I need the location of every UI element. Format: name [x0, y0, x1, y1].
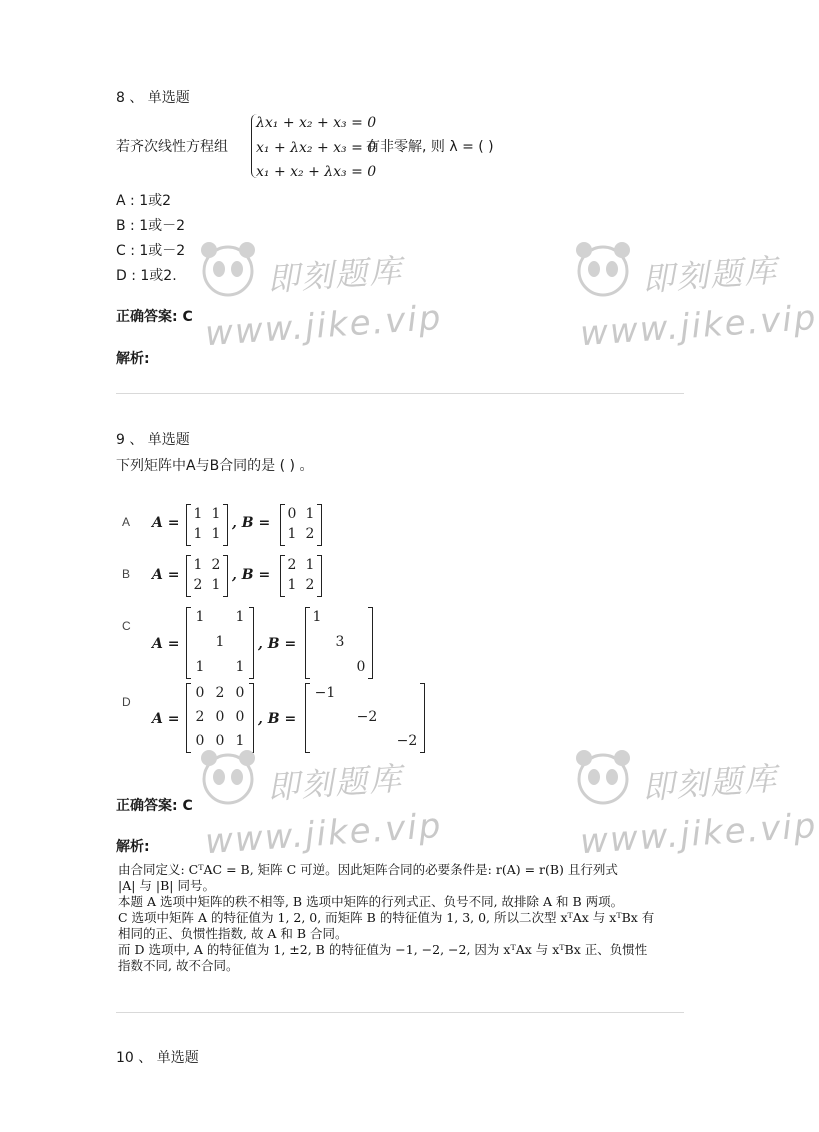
explanation-line: C 选项中矩阵 A 的特征值为 1, 2, 0, 而矩阵 B 的特征值为 1, 3, 0, 所以二次型 xᵀAx 与 xᵀBx 有 [118, 910, 655, 925]
matrix-cell: 0 [235, 709, 245, 725]
matrix-cell: 1 [193, 526, 203, 542]
q8-option-a[interactable]: A : 1或2 [116, 193, 172, 209]
matrix-cell: 0 [215, 733, 225, 749]
matrix-cell: 1 [215, 634, 225, 650]
matrix-cell: 1 [195, 609, 205, 625]
matrix-cell: 2 [193, 577, 203, 593]
matrix-cell: −1 [314, 685, 336, 701]
explanation-line: 相同的正、负惯性指数, 故 A 和 B 合同。 [118, 926, 348, 941]
matrix-cell: 1 [195, 659, 205, 675]
matrix-cell: 1 [235, 733, 245, 749]
q9-stem: 下列矩阵中A与B合同的是 ( ) 。 [116, 458, 314, 474]
matrix-b-label: , B = [258, 636, 297, 652]
q8-option-d[interactable]: D : 1或2. [116, 268, 177, 284]
panda-logo-icon [195, 744, 261, 810]
panda-logo-icon [195, 236, 261, 302]
watermark-brand: 即刻题库 [640, 251, 780, 299]
matrix-a-label: A = [152, 636, 180, 652]
matrix-a-label: A = [152, 567, 180, 583]
q9-a-matrix-b [280, 504, 322, 546]
matrix-cell: 0 [195, 685, 205, 701]
q9-b-matrix-b [280, 555, 322, 597]
explanation-line: 而 D 选项中, A 的特征值为 1, ±2, B 的特征值为 −1, −2, −2, 因为 xᵀAx 与 xᵀBx 正、负惯性 [118, 942, 648, 957]
q8-option-c[interactable]: C : 1或－2 [116, 243, 186, 259]
matrix-cell: 1 [211, 506, 221, 522]
matrix-cell: 0 [215, 709, 225, 725]
matrix-cell: 1 [305, 557, 315, 573]
watermark-brand: 即刻题库 [640, 759, 780, 807]
q9-header: 9 、 单选题 [116, 432, 190, 448]
matrix-cell: −2 [356, 709, 378, 725]
matrix-cell: 2 [305, 577, 315, 593]
q9-a-matrix-a [186, 504, 228, 546]
matrix-cell: 2 [195, 709, 205, 725]
q8-correct-answer: 正确答案: C [116, 309, 193, 325]
matrix-cell: 2 [215, 685, 225, 701]
matrix-a-label: A = [152, 515, 180, 531]
q8-equation-2: x₁ + λx₂ + x₃ = 0 [256, 140, 377, 156]
matrix-cell: 2 [287, 557, 297, 573]
q9-option-a-letter[interactable]: A [122, 515, 131, 529]
matrix-cell: −2 [396, 733, 418, 749]
q9-option-c-letter[interactable]: C [122, 619, 131, 633]
watermark-url: www.jike.vip [578, 297, 819, 355]
q8-analysis-label: 解析: [116, 351, 150, 367]
q9-analysis-label: 解析: [116, 839, 150, 855]
matrix-cell: 1 [235, 659, 245, 675]
matrix-b-label: , B = [258, 711, 297, 727]
q8-equation-3: x₁ + x₂ + λx₃ = 0 [256, 164, 377, 180]
matrix-cell: 1 [287, 577, 297, 593]
explanation-line: 由合同定义: CᵀAC = B, 矩阵 C 可逆。因此矩阵合同的必要条件是: r(A) = r(B) 且行列式 [118, 862, 618, 877]
watermark-url: www.jike.vip [578, 805, 819, 863]
q8-header: 8 、 单选题 [116, 90, 190, 106]
matrix-cell: 1 [193, 557, 203, 573]
matrix-a-label: A = [152, 711, 180, 727]
explanation-line: 指数不同, 故不合同。 [118, 958, 239, 973]
section-divider [116, 393, 684, 394]
matrix-cell: 0 [235, 685, 245, 701]
matrix-cell: 0 [195, 733, 205, 749]
q9-b-matrix-a [186, 555, 228, 597]
panda-logo-icon [570, 744, 636, 810]
q9-c-matrix-a [186, 607, 254, 679]
q8-stem-suffix: 有非零解, 则 λ = ( ) [366, 139, 494, 155]
explanation-line: 本题 A 选项中矩阵的秩不相等, B 选项中矩阵的行列式正、负号不同, 故排除 A 和 B 两项。 [118, 894, 624, 909]
matrix-cell: 1 [312, 609, 322, 625]
matrix-cell: 1 [287, 526, 297, 542]
section-divider [116, 1012, 684, 1013]
q9-d-matrix-b [305, 683, 425, 753]
watermark [570, 236, 819, 376]
matrix-cell: 1 [211, 577, 221, 593]
matrix-cell: 2 [211, 557, 221, 573]
q9-c-matrix-b [305, 607, 373, 679]
q8-equation-1: λx₁ + x₂ + x₃ = 0 [256, 115, 377, 131]
matrix-cell: 1 [193, 506, 203, 522]
q9-correct-answer: 正确答案: C [116, 798, 193, 814]
matrix-b-label: , B = [232, 515, 271, 531]
matrix-b-label: , B = [232, 567, 271, 583]
q9-option-d-letter[interactable]: D [122, 695, 131, 709]
matrix-cell: 3 [335, 634, 345, 650]
watermark-brand: 即刻题库 [265, 251, 405, 299]
watermark-url: www.jike.vip [203, 805, 444, 863]
matrix-cell: 1 [305, 506, 315, 522]
q8-stem-prefix: 若齐次线性方程组 [116, 139, 228, 155]
q9-d-matrix-a [186, 683, 254, 753]
matrix-cell: 1 [235, 609, 245, 625]
panda-logo-icon [570, 236, 636, 302]
watermark-brand: 即刻题库 [265, 759, 405, 807]
matrix-cell: 1 [211, 526, 221, 542]
matrix-cell: 0 [356, 659, 366, 675]
q10-header: 10 、 单选题 [116, 1050, 199, 1066]
q8-option-b[interactable]: B : 1或－2 [116, 218, 186, 234]
q9-explanation [118, 862, 688, 974]
matrix-cell: 0 [287, 506, 297, 522]
matrix-cell: 2 [305, 526, 315, 542]
watermark-url: www.jike.vip [203, 297, 444, 355]
q9-option-b-letter[interactable]: B [122, 567, 131, 581]
watermark [195, 236, 444, 376]
explanation-line: |A| 与 |B| 同号。 [118, 878, 215, 893]
